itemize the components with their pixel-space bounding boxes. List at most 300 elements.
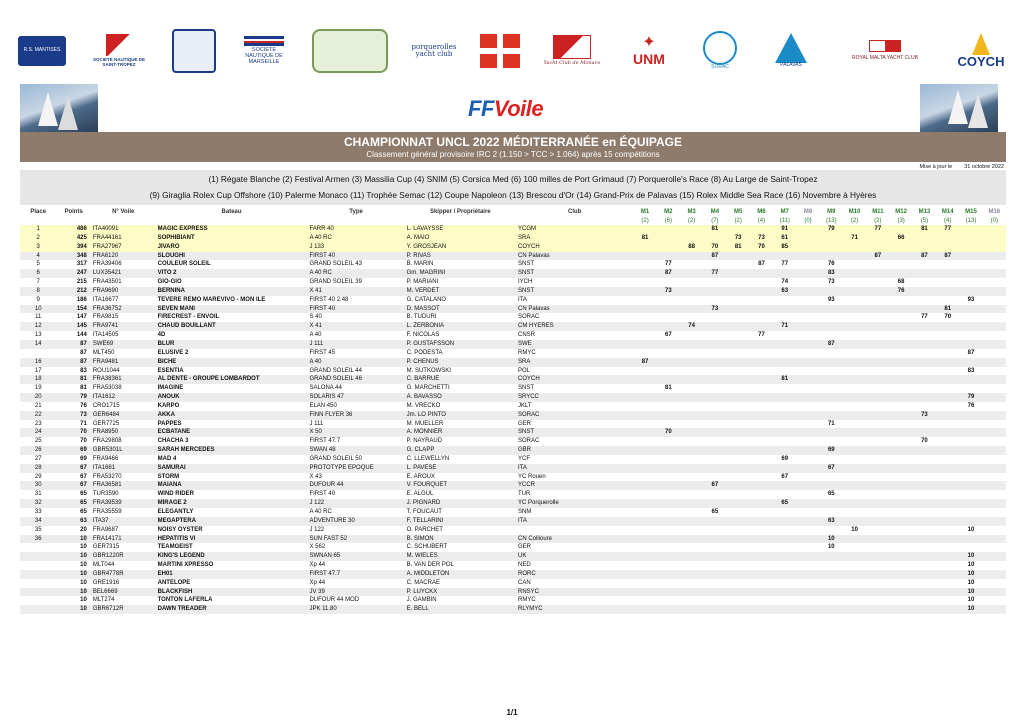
cell-club: CN Collioure — [516, 535, 633, 544]
cell-m4 — [703, 490, 726, 499]
cell-m1 — [633, 367, 656, 376]
table-row — [20, 535, 1006, 544]
m-count-2: (6) — [664, 218, 672, 224]
cell-m13 — [913, 535, 936, 544]
cell-bateau: CHACHA 3 — [157, 438, 189, 445]
cell-voile: FRA9481 — [91, 358, 156, 367]
cell-m4 — [703, 596, 726, 605]
cell-bateau: ANOUK — [156, 393, 308, 402]
cell-m5 — [727, 349, 750, 358]
cell-m9 — [820, 358, 843, 367]
cell-m4 — [703, 464, 726, 473]
cell-m13 — [913, 508, 936, 517]
cell-bateau: HEPATITIS VI — [156, 535, 308, 544]
table-row — [20, 260, 1006, 269]
table-row — [20, 340, 1006, 349]
col-m5: M5 — [734, 208, 743, 215]
cell-m15 — [959, 543, 982, 552]
cell-m10 — [843, 278, 866, 287]
cell-m5 — [727, 579, 750, 588]
cell-m8 — [796, 605, 819, 614]
cell-voile: BEL6669 — [91, 588, 156, 597]
cell-m8 — [796, 596, 819, 605]
cell-m8 — [796, 543, 819, 552]
cell-skipper: J. GAMBIN — [406, 597, 437, 604]
cell-m1: 87 — [633, 358, 656, 367]
cell-place: 30 — [20, 481, 56, 490]
cell-m5 — [727, 384, 750, 393]
cell-type: X 41 — [307, 287, 404, 296]
cell-m9 — [820, 411, 843, 420]
cell-m9 — [820, 588, 843, 597]
cell-m11 — [866, 305, 889, 314]
table-row — [20, 428, 1006, 437]
cell-skipper: A. MAIO — [405, 234, 516, 243]
cell-m4 — [703, 260, 726, 269]
cell-m14 — [936, 596, 959, 605]
cell-m14 — [936, 428, 959, 437]
cell-m14 — [936, 579, 959, 588]
cell-m3 — [680, 428, 703, 437]
cell-m5 — [727, 535, 750, 544]
cell-bateau: SARAH MERCEDES — [156, 446, 308, 455]
cell-m5 — [727, 287, 750, 296]
col-m15: M15 — [965, 208, 977, 215]
cell-type: A 40 RC — [307, 234, 404, 243]
cell-skipper: P. LUYCKX — [405, 588, 516, 597]
cell-m1 — [633, 446, 656, 455]
cell-m11 — [866, 313, 889, 322]
cell-m3 — [680, 596, 703, 605]
table-row — [20, 269, 1006, 278]
cell-m14 — [936, 605, 959, 614]
cell-m10 — [843, 570, 866, 579]
cell-m13 — [913, 420, 936, 429]
cell-m3 — [680, 464, 703, 473]
cell-points: 10 — [80, 579, 87, 586]
cell-m15 — [959, 358, 982, 367]
cell-m12 — [890, 543, 913, 552]
cell-points: 10 — [56, 588, 90, 597]
cell-m8 — [796, 420, 819, 429]
cell-skipper: Jm. LO PINTO — [405, 411, 516, 420]
cell-type: ELAN 450 — [309, 402, 337, 409]
cell-m6 — [750, 543, 773, 552]
cell-place: 10 — [20, 305, 56, 314]
cell-m15 — [959, 517, 982, 526]
cell-m9 — [820, 367, 843, 376]
cell-m12 — [890, 269, 913, 278]
cell-points: 71 — [80, 420, 87, 427]
cell-m16 — [983, 437, 1006, 446]
cell-m14 — [936, 517, 959, 526]
cell-m2 — [657, 322, 680, 331]
cell-m1 — [633, 393, 656, 402]
cell-points: 69 — [56, 446, 90, 455]
cell-m12 — [890, 305, 913, 314]
cell-m2 — [657, 605, 680, 614]
cell-m16 — [983, 313, 1006, 322]
cell-m11 — [866, 349, 889, 358]
cell-m2 — [657, 367, 680, 376]
cell-bateau: JIVARO — [156, 243, 308, 252]
cell-m16 — [983, 535, 1006, 544]
cell-m13: 77 — [921, 314, 928, 321]
cell-place — [20, 552, 56, 561]
col-m6: M6 — [757, 208, 766, 215]
cell-place — [20, 561, 56, 570]
cell-type: J 122 — [307, 499, 404, 508]
cell-m11 — [866, 260, 889, 269]
cell-m1 — [633, 473, 656, 482]
cell-m14: 77 — [936, 225, 959, 234]
cell-m6 — [750, 322, 773, 331]
cell-m3 — [680, 437, 703, 446]
cell-skipper: P. RIVAS — [405, 252, 516, 261]
cell-skipper: J. PIGNARD — [405, 499, 516, 508]
cell-m13 — [913, 543, 936, 552]
cell-points: 67 — [56, 481, 90, 490]
cell-m10 — [843, 243, 866, 252]
cell-club: RORC — [516, 570, 633, 579]
cell-m13 — [913, 596, 936, 605]
cell-m4: 65 — [711, 509, 719, 515]
cell-voile: FRA38361 — [91, 375, 156, 384]
col-m4: M4 — [710, 208, 720, 215]
cell-m10 — [843, 437, 866, 446]
cell-club: ITA — [516, 517, 633, 526]
cell-m6 — [750, 313, 773, 322]
cell-m12 — [890, 517, 913, 526]
cell-m7 — [773, 481, 796, 490]
m-count-10: (2) — [850, 218, 859, 224]
cell-m2 — [657, 375, 680, 384]
cell-m6 — [750, 499, 773, 508]
cell-points: 10 — [80, 597, 87, 604]
cell-m2 — [657, 278, 680, 287]
cell-m10 — [843, 508, 866, 517]
cell-m14 — [936, 260, 959, 269]
cell-club: YC Rouen — [517, 473, 546, 480]
cell-points: 144 — [76, 332, 87, 339]
cell-m3 — [680, 473, 703, 482]
col-m14: M14 — [941, 208, 954, 215]
cell-points: 70 — [80, 438, 87, 445]
cell-m5 — [727, 393, 750, 402]
cell-voile: FRA36752 — [91, 305, 156, 314]
cell-m12 — [890, 464, 913, 473]
cell-m6 — [750, 349, 773, 358]
cell-m2: 81 — [664, 385, 672, 392]
cell-m13 — [913, 473, 936, 482]
cell-type: ADVENTURE 30 — [307, 517, 404, 526]
cell-type: GRAND SOLEIL 43 — [309, 261, 362, 268]
cell-m10 — [843, 367, 866, 376]
cell-place: 20 — [20, 393, 56, 402]
cell-type: J 133 — [307, 243, 404, 252]
m-count-spacer — [307, 217, 404, 225]
cell-m2 — [657, 517, 680, 526]
cell-m7 — [773, 446, 796, 455]
cell-m13 — [913, 402, 936, 411]
cell-m3 — [680, 446, 703, 455]
cell-type: SWNAN 65 — [307, 552, 404, 561]
cell-m7 — [773, 605, 796, 614]
monaco-flag-logo — [480, 25, 520, 77]
cell-points: 154 — [56, 305, 90, 314]
cell-bateau: 4D — [157, 332, 166, 339]
cell-m9 — [820, 552, 843, 561]
sn-marseille-logo: SOCIETE NAUTIQUE DE MARSEILLE — [238, 25, 290, 77]
cell-m11 — [866, 588, 889, 597]
cell-club: SORAC — [517, 314, 540, 321]
cell-m14 — [936, 420, 959, 429]
cell-m12 — [890, 499, 913, 508]
cell-m8 — [796, 508, 819, 517]
cell-m9 — [820, 322, 843, 331]
cell-m3: 74 — [680, 322, 703, 331]
cell-m11 — [866, 402, 889, 411]
cell-m3 — [680, 561, 703, 570]
cell-m5: 81 — [727, 243, 750, 252]
cell-m6 — [750, 464, 773, 473]
cell-m2 — [657, 579, 680, 588]
cell-m5 — [727, 260, 750, 269]
cell-m2 — [657, 305, 680, 314]
cell-m12 — [890, 473, 913, 482]
cell-m8 — [796, 490, 819, 499]
cell-m14 — [936, 588, 959, 597]
cell-m13 — [913, 287, 936, 296]
cell-m13 — [913, 384, 936, 393]
cell-points: 76 — [80, 402, 87, 409]
cell-m5 — [727, 446, 750, 455]
cell-m10 — [843, 535, 866, 544]
table-row — [20, 588, 1006, 597]
cell-m8 — [796, 481, 819, 490]
cell-m8 — [796, 517, 819, 526]
cell-club: RLYMYC — [516, 605, 633, 614]
cell-m8 — [796, 260, 819, 269]
cell-m3 — [680, 234, 703, 243]
cell-m9: 10 — [827, 544, 835, 551]
cell-points: 212 — [56, 287, 90, 296]
cell-m9 — [820, 384, 843, 393]
cell-m15: 79 — [959, 393, 982, 402]
cell-m12 — [890, 588, 913, 597]
cell-m3 — [680, 358, 703, 367]
table-row — [20, 225, 1006, 234]
cell-m12 — [890, 579, 913, 588]
cell-m5 — [727, 225, 750, 234]
col-points: Points — [64, 208, 83, 215]
cell-place: 7 — [36, 279, 40, 286]
cell-m3 — [680, 313, 703, 322]
cell-m6 — [750, 375, 773, 384]
cell-m8 — [796, 340, 819, 349]
cell-m7 — [773, 428, 796, 437]
cell-m5 — [727, 305, 750, 314]
cell-m8 — [796, 322, 819, 331]
m-count-14: (4) — [944, 218, 952, 224]
cell-points: 425 — [56, 234, 90, 243]
cell-m14 — [936, 340, 959, 349]
cell-club: CNSR — [517, 332, 535, 339]
cell-m9 — [820, 508, 843, 517]
cell-m3 — [680, 305, 703, 314]
cell-m8 — [796, 349, 819, 358]
cell-m10 — [843, 605, 866, 614]
cell-m10 — [843, 411, 866, 420]
cell-voile: GBR1220R — [91, 552, 156, 561]
cell-m16 — [983, 384, 1006, 393]
cell-place: 35 — [34, 526, 42, 533]
cell-type: SWAN 48 — [307, 446, 404, 455]
col-m3: M3 — [687, 208, 696, 215]
cell-type: FIRST 47.7 — [309, 438, 341, 445]
cell-m3 — [680, 570, 703, 579]
cell-m15: 10 — [959, 570, 982, 579]
cell-m12 — [890, 384, 913, 393]
cell-m6 — [750, 605, 773, 614]
cell-bateau: AKKA — [156, 411, 308, 420]
cell-m6 — [750, 420, 773, 429]
cell-bateau: ELEGANTLY — [157, 509, 194, 515]
cell-m1 — [633, 455, 656, 464]
cell-m7 — [773, 535, 796, 544]
cell-m10 — [843, 499, 866, 508]
cell-m1 — [633, 596, 656, 605]
cell-m3 — [680, 269, 703, 278]
cell-m9: 71 — [827, 420, 835, 427]
cell-skipper: P. CHENUS — [405, 358, 516, 367]
table-row — [20, 287, 1006, 296]
cell-m4 — [703, 579, 726, 588]
cell-skipper: F. NICOLAS — [406, 332, 440, 339]
page-number: 1/1 — [506, 708, 518, 717]
cell-m8 — [796, 499, 819, 508]
cell-m3 — [680, 481, 703, 490]
cell-type: S 40 — [309, 314, 322, 321]
cell-place: 25 — [34, 438, 42, 445]
cell-m14 — [936, 287, 959, 296]
cell-m13 — [913, 517, 936, 526]
cell-bateau: MIRAGE 2 — [156, 499, 308, 508]
cell-m6 — [750, 340, 773, 349]
cell-m14 — [936, 296, 959, 305]
cell-type: DUFOUR 44 — [307, 481, 404, 490]
cell-m4 — [703, 402, 726, 411]
cell-m16 — [983, 420, 1006, 429]
cell-m6 — [750, 588, 773, 597]
cell-skipper: M. VERDET — [405, 287, 516, 296]
cell-m13: 70 — [921, 438, 928, 445]
cell-skipper: A. MIDDLETON — [405, 570, 516, 579]
cell-m12 — [890, 552, 913, 561]
table-row — [20, 420, 1006, 429]
cell-place: 5 — [36, 261, 40, 268]
cell-m10 — [843, 552, 866, 561]
cell-m1 — [633, 508, 656, 517]
cell-m14 — [936, 508, 959, 517]
cell-m16 — [983, 411, 1006, 420]
cell-voile: FRA53038 — [92, 385, 122, 392]
cell-m15 — [959, 437, 982, 446]
cell-m15 — [959, 473, 982, 482]
cell-bateau: KARPO — [157, 402, 180, 409]
cell-m1 — [633, 287, 656, 296]
cell-m10 — [843, 269, 866, 278]
cell-m8 — [796, 331, 819, 340]
cell-m6 — [750, 367, 773, 376]
cell-m16 — [983, 260, 1006, 269]
cell-m8 — [796, 473, 819, 482]
cell-m4 — [703, 543, 726, 552]
cell-place: 19 — [34, 385, 42, 392]
cell-m13 — [913, 526, 936, 535]
cell-m15: 83 — [967, 367, 975, 374]
cell-m12 — [890, 411, 913, 420]
cell-m16 — [983, 499, 1006, 508]
cell-m9 — [820, 499, 843, 508]
cell-m12: 66 — [890, 234, 913, 243]
cell-m1 — [633, 313, 656, 322]
cell-m13: 73 — [913, 411, 936, 420]
cell-m9: 10 — [820, 535, 843, 544]
cell-m11 — [866, 455, 889, 464]
cell-m13 — [913, 243, 936, 252]
cell-bateau: BLUR — [156, 340, 308, 349]
cell-m1 — [633, 464, 656, 473]
cell-club: CN Palavas — [516, 252, 633, 261]
cell-m5 — [727, 473, 750, 482]
cell-club: CN Palavas — [516, 305, 633, 314]
cell-place: 22 — [20, 411, 56, 420]
cell-club: YCF — [517, 455, 530, 462]
cell-m14 — [936, 464, 959, 473]
cell-m15 — [959, 305, 982, 314]
m-count-8: (0) — [804, 218, 812, 224]
cell-m11 — [866, 464, 889, 473]
page-subtitle: Classement général provisoire IRC 2 (1.150 > TCC > 1.064) après 15 compétitions — [366, 150, 660, 159]
cell-points: 10 — [80, 544, 87, 551]
palavas-logo: PALAVAS — [766, 25, 816, 77]
cell-m7 — [773, 517, 796, 526]
cell-voile: FRA43501 — [92, 279, 122, 286]
cell-m2 — [657, 508, 680, 517]
cell-place — [20, 588, 56, 597]
cell-m1 — [633, 384, 656, 393]
cell-m8 — [796, 243, 819, 252]
championship-banner — [20, 132, 1006, 162]
col-m7: M7 — [780, 208, 789, 215]
cell-m15 — [959, 428, 982, 437]
cell-m13 — [913, 278, 936, 287]
cell-m10 — [843, 322, 866, 331]
cell-m5 — [727, 570, 750, 579]
cell-club: GBR — [516, 446, 633, 455]
cell-m13 — [913, 446, 936, 455]
cell-voile: FRA53270 — [92, 473, 122, 480]
cell-type: A 40 RC — [309, 509, 332, 515]
cell-type: FIRST 40 — [307, 252, 404, 261]
cell-m9 — [820, 305, 843, 314]
cell-voile: MLT450 — [92, 349, 115, 356]
cell-m4 — [703, 517, 726, 526]
m-count-spacer — [405, 217, 516, 225]
cell-m12: 68 — [897, 279, 905, 286]
cell-m4 — [703, 367, 726, 376]
